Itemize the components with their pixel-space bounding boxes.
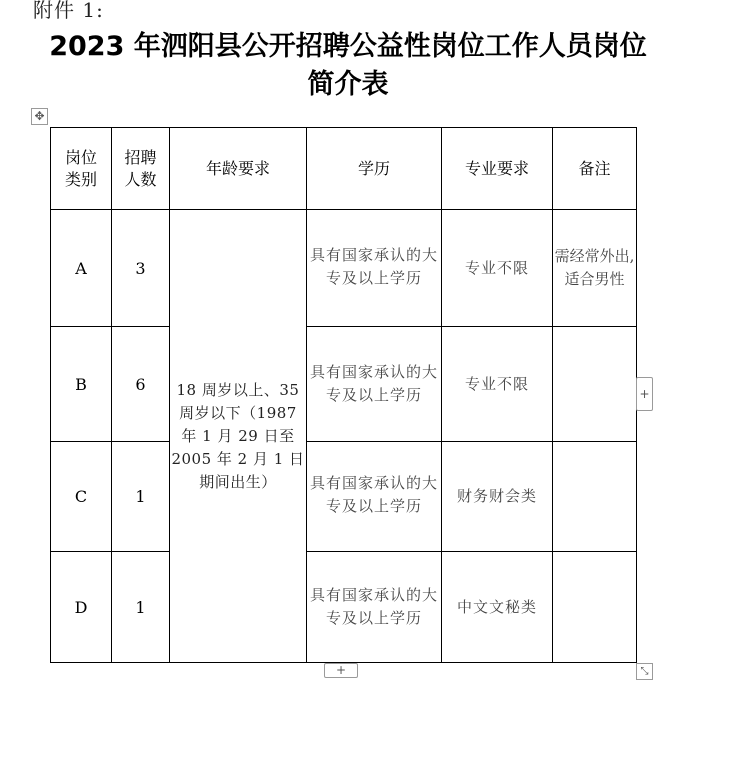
position-table bbox=[50, 127, 637, 663]
page-title bbox=[0, 28, 696, 104]
header-category-label: 岗位类别 bbox=[64, 147, 97, 189]
row-education: 具有国家承认的大专及以上学历 bbox=[307, 210, 442, 327]
header-category bbox=[51, 128, 112, 210]
row-note bbox=[553, 442, 637, 552]
row-count: 1 bbox=[112, 552, 170, 663]
row-major: 中文文秘类 bbox=[442, 552, 553, 663]
row-major: 财务财会类 bbox=[442, 442, 553, 552]
row-category: B bbox=[51, 327, 112, 442]
header-age: 年龄要求 bbox=[170, 128, 307, 210]
row-count: 3 bbox=[112, 210, 170, 327]
header-education: 学历 bbox=[307, 128, 442, 210]
header-count-label: 招聘人数 bbox=[124, 147, 157, 189]
row-major: 专业不限 bbox=[442, 210, 553, 327]
add-row-button[interactable]: + bbox=[324, 663, 358, 678]
table-resize-icon[interactable]: ⤡ bbox=[636, 663, 653, 680]
attachment-label: 附件 1: bbox=[33, 0, 104, 22]
row-education: 具有国家承认的大专及以上学历 bbox=[307, 327, 442, 442]
table-move-handle-icon[interactable]: ✥ bbox=[31, 108, 48, 125]
row-note: 需经常外出,适合男性 bbox=[553, 210, 637, 327]
header-count bbox=[112, 128, 170, 210]
row-education: 具有国家承认的大专及以上学历 bbox=[307, 552, 442, 663]
table-row bbox=[51, 327, 637, 442]
row-category: A bbox=[51, 210, 112, 327]
header-major: 专业要求 bbox=[442, 128, 553, 210]
add-column-button[interactable]: + bbox=[636, 377, 653, 411]
table-row bbox=[51, 552, 637, 663]
row-count: 1 bbox=[112, 442, 170, 552]
row-education: 具有国家承认的大专及以上学历 bbox=[307, 442, 442, 552]
row-count: 6 bbox=[112, 327, 170, 442]
title-line-2: 简介表 bbox=[307, 69, 389, 100]
table-row bbox=[51, 210, 637, 327]
row-category: C bbox=[51, 442, 112, 552]
row-note bbox=[553, 552, 637, 663]
header-note: 备注 bbox=[553, 128, 637, 210]
title-line-1: 2023 年泗阳县公开招聘公益性岗位工作人员岗位 bbox=[49, 31, 647, 62]
row-note bbox=[553, 327, 637, 442]
row-category: D bbox=[51, 552, 112, 663]
table-row bbox=[51, 442, 637, 552]
row-major: 专业不限 bbox=[442, 327, 553, 442]
age-requirement: 18 周岁以上、35 周岁以下（1987 年 1 月 29 日至 2005 年 2 月 1 日期间出生） bbox=[170, 210, 307, 663]
table-header-row bbox=[51, 128, 637, 210]
